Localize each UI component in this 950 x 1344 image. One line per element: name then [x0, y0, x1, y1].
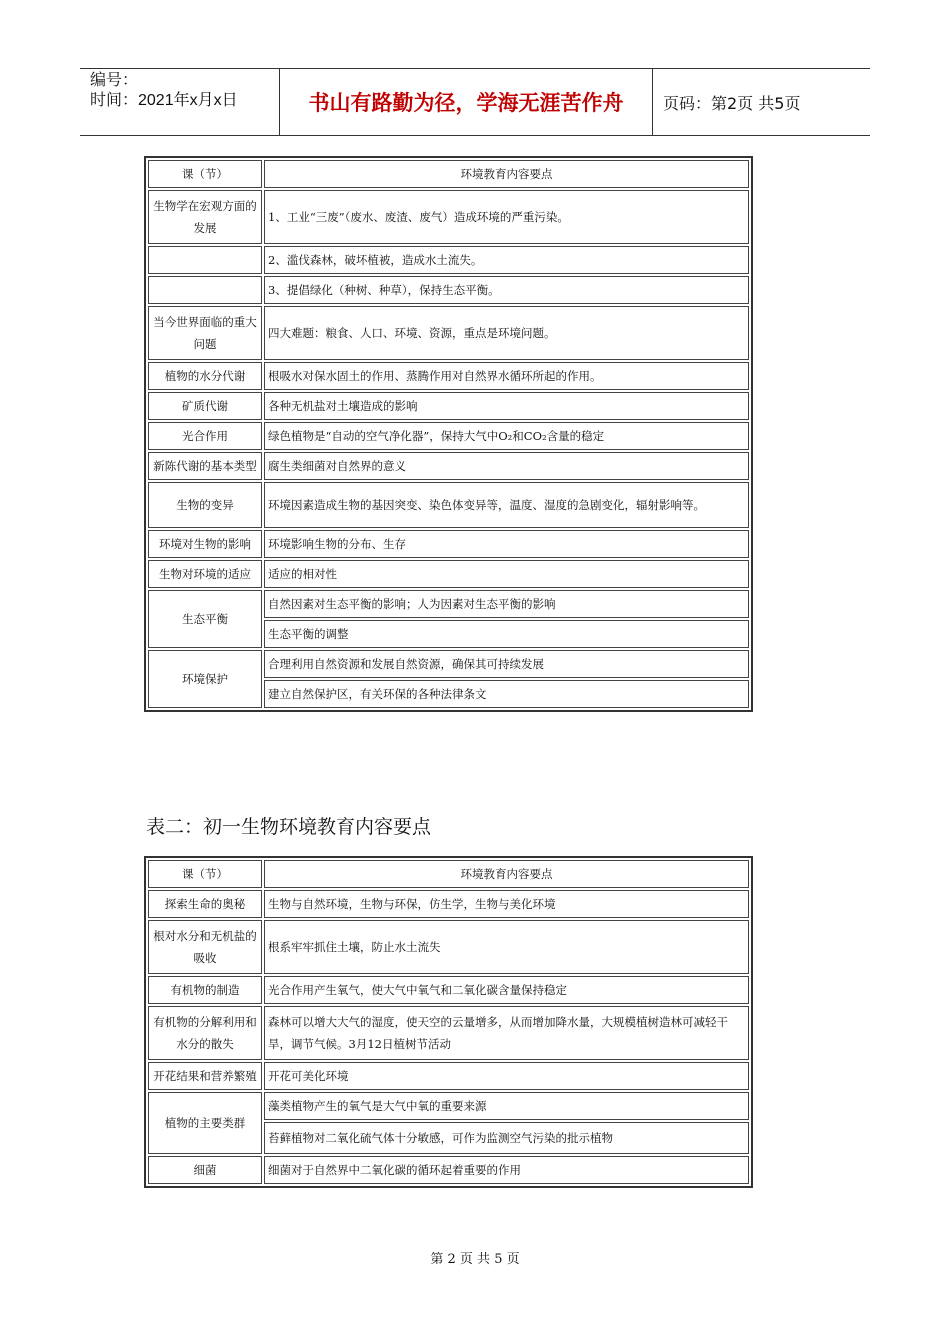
- column-header: 课（节）: [148, 860, 262, 888]
- table-row: [148, 530, 749, 558]
- table-cell: 绿色植物是“自动的空气净化器”，保持大气中O₂和CO₂含量的稳定: [264, 422, 749, 450]
- table-row: [148, 1062, 749, 1090]
- page-footer: 第 2 页 共 5 页: [430, 1252, 520, 1267]
- time-label: 时间：2021年x月x日: [90, 92, 238, 109]
- table-row: [148, 650, 749, 678]
- table-row: [148, 1006, 749, 1060]
- table-cell: 根系牢牢抓住土壤，防止水土流失: [264, 920, 749, 974]
- table-cell: 环境因素造成生物的基因突变、染色体变异等，温度、湿度的急剧变化，辐射影响等。: [264, 482, 749, 528]
- table-cell: 3、提倡绿化（种树、种草），保持生态平衡。: [264, 276, 749, 304]
- table-cell: 生物学在宏观方面的发展: [148, 190, 262, 244]
- table-cell: 腐生类细菌对自然界的意义: [264, 452, 749, 480]
- table-cell: 细菌对于自然界中二氧化碳的循环起着重要的作用: [264, 1156, 749, 1184]
- column-header: 环境教育内容要点: [264, 860, 749, 888]
- table-cell: 新陈代谢的基本类型: [148, 452, 262, 480]
- table-cell: 开花可美化环境: [264, 1062, 749, 1090]
- table-cell: [148, 276, 262, 304]
- table-row: [148, 362, 749, 390]
- table-cell: 探索生命的奥秘: [148, 890, 262, 918]
- table-cell: 根吸水对保水固土的作用、蒸腾作用对自然界水循环所起的作用。: [264, 362, 749, 390]
- number-label: 编号：: [90, 72, 139, 89]
- column-header: 环境教育内容要点: [264, 160, 749, 188]
- table-row: [148, 1156, 749, 1184]
- table-row: [148, 392, 749, 420]
- table-row: [148, 306, 749, 360]
- table-row: [148, 976, 749, 1004]
- page-header: [80, 68, 870, 136]
- table-cell: 当今世界面临的重大问题: [148, 306, 262, 360]
- table-row: [148, 560, 749, 588]
- table-cell: 根对水分和无机盐的吸收: [148, 920, 262, 974]
- table-header-row: [148, 160, 749, 188]
- table-cell: 生物对环境的适应: [148, 560, 262, 588]
- table-row: [148, 246, 749, 274]
- table-2-caption: 表二：初一生物环境教育内容要点: [146, 816, 432, 838]
- table-row: [148, 920, 749, 974]
- table-cell: 生物的变异: [148, 482, 262, 528]
- table-cell: 生态平衡: [148, 590, 262, 648]
- table-cell: 生物与自然环境，生物与环保，仿生学，生物与美化环境: [264, 890, 749, 918]
- table-cell: 1、工业“三废”（废水、废渣、废气）造成环境的严重污染。: [264, 190, 749, 244]
- table-row: [148, 482, 749, 528]
- table-row: [148, 1092, 749, 1120]
- table-row: [148, 422, 749, 450]
- table-cell: 植物的主要类群: [148, 1092, 262, 1154]
- table-cell: 自然因素对生态平衡的影响；人为因素对生态平衡的影响: [264, 590, 749, 618]
- header-page-info: 页码：第2页 共5页: [663, 93, 801, 113]
- table-2: [144, 856, 753, 1188]
- table-cell: 环境保护: [148, 650, 262, 708]
- header-meta: [80, 69, 280, 135]
- table-cell: 细菌: [148, 1156, 262, 1184]
- table-cell: 环境影响生物的分布、生存: [264, 530, 749, 558]
- table-row: [148, 276, 749, 304]
- table-cell: 各种无机盐对土壤造成的影响: [264, 392, 749, 420]
- table-cell: 矿质代谢: [148, 392, 262, 420]
- table-cell: 有机物的分解利用和水分的散失: [148, 1006, 262, 1060]
- table-row: [148, 452, 749, 480]
- table-row: [148, 190, 749, 244]
- column-header: 课（节）: [148, 160, 262, 188]
- table-cell: 适应的相对性: [264, 560, 749, 588]
- table-cell: 环境对生物的影响: [148, 530, 262, 558]
- table-cell: 苔藓植物对二氧化硫气体十分敏感，可作为监测空气污染的批示植物: [264, 1122, 749, 1154]
- table-cell: 生态平衡的调整: [264, 620, 749, 648]
- table-cell: 光合作用产生氧气，使大气中氧气和二氧化碳含量保持稳定: [264, 976, 749, 1004]
- table-row: [148, 590, 749, 618]
- table-cell: 开花结果和营养繁殖: [148, 1062, 262, 1090]
- table-cell: 四大难题：粮食、人口、环境、资源，重点是环境问题。: [264, 306, 749, 360]
- table-cell: 有机物的制造: [148, 976, 262, 1004]
- table-cell: 藻类植物产生的氧气是大气中氧的重要来源: [264, 1092, 749, 1120]
- table-cell: 植物的水分代谢: [148, 362, 262, 390]
- table-1: [144, 156, 753, 712]
- table-cell: 建立自然保护区，有关环保的各种法律条文: [264, 680, 749, 708]
- table-cell: 2、滥伐森林，破坏植被，造成水土流失。: [264, 246, 749, 274]
- table-header-row: [148, 860, 749, 888]
- table-cell: [148, 246, 262, 274]
- table-cell: 森林可以增大大气的湿度，使天空的云量增多，从而增加降水量，大规模植树造林可减轻干旱，调节气候。3月12日植树节活动: [264, 1006, 749, 1060]
- table-row: [148, 890, 749, 918]
- header-slogan: 书山有路勤为径，学海无涯苦作舟: [280, 69, 653, 135]
- table-cell: 合理利用自然资源和发展自然资源，确保其可持续发展: [264, 650, 749, 678]
- table-cell: 光合作用: [148, 422, 262, 450]
